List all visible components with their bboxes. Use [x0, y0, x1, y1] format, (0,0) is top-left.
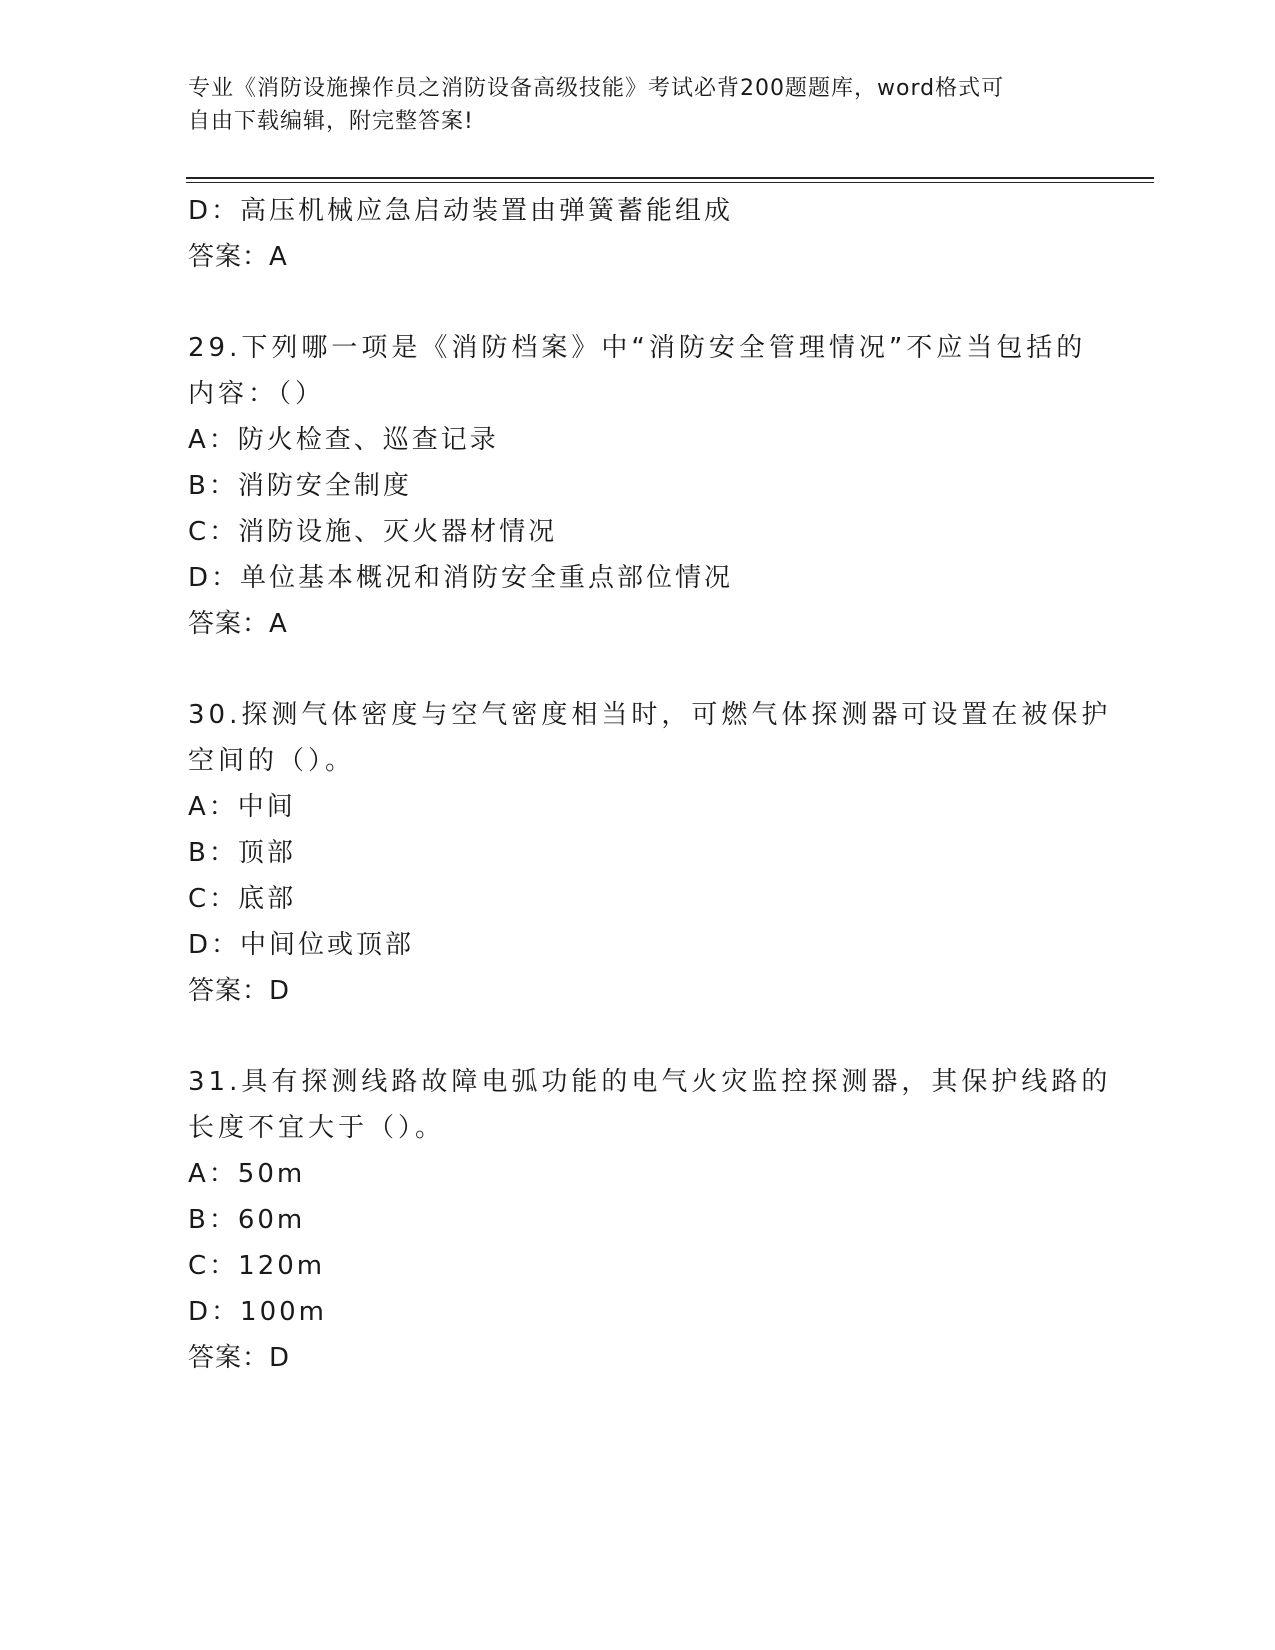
header-line-1: 专业《消防设施操作员之消防设备高级技能》考试必背200题题库，word格式可 [188, 76, 1005, 101]
header-rule-thin [186, 182, 1154, 183]
option-b: B：顶部 [188, 838, 296, 868]
option-d: D：100m [188, 1297, 327, 1327]
header-line-2: 自由下载编辑，附完整答案! [188, 109, 474, 134]
previous-question-tail [188, 188, 1088, 280]
document-header [188, 72, 1068, 138]
question-31 [188, 1059, 1112, 1381]
option-a: A：防火检查、巡查记录 [188, 425, 499, 455]
question-29 [188, 325, 1088, 647]
option-b: B：60m [188, 1205, 306, 1235]
answer-line: 答案：A [188, 242, 288, 272]
header-rule-thick [186, 177, 1154, 179]
option-b: B：消防安全制度 [188, 471, 412, 501]
question-stem-continued: 长度不宜大于（）。 [188, 1113, 446, 1143]
question-stem: 30.探测气体密度与空气密度相当时，可燃气体探测器可设置在被保护 [188, 700, 1112, 730]
answer-line: 答案：D [188, 1343, 291, 1373]
answer-line: 答案：A [188, 609, 288, 639]
option-d: D：高压机械应急启动装置由弹簧蓄能组成 [188, 196, 734, 226]
option-d: D：单位基本概况和消防安全重点部位情况 [188, 563, 734, 593]
option-c: C：消防设施、灭火器材情况 [188, 517, 558, 547]
option-a: A：50m [188, 1159, 306, 1189]
question-stem-continued: 空间的（）。 [188, 746, 356, 776]
question-content [188, 188, 1112, 1381]
option-c: C：底部 [188, 884, 297, 914]
question-stem: 29.下列哪一项是《消防档案》中“消防安全管理情况”不应当包括的 [188, 333, 1087, 363]
option-d: D：中间位或顶部 [188, 930, 415, 960]
question-stem-continued: 内容：（） [188, 379, 326, 409]
answer-line: 答案：D [188, 976, 291, 1006]
question-stem: 31.具有探测线路故障电弧功能的电气火灾监控探测器，其保护线路的 [188, 1067, 1112, 1097]
option-a: A：中间 [188, 792, 296, 822]
option-c: C：120m [188, 1251, 326, 1281]
question-30 [188, 692, 1112, 1014]
